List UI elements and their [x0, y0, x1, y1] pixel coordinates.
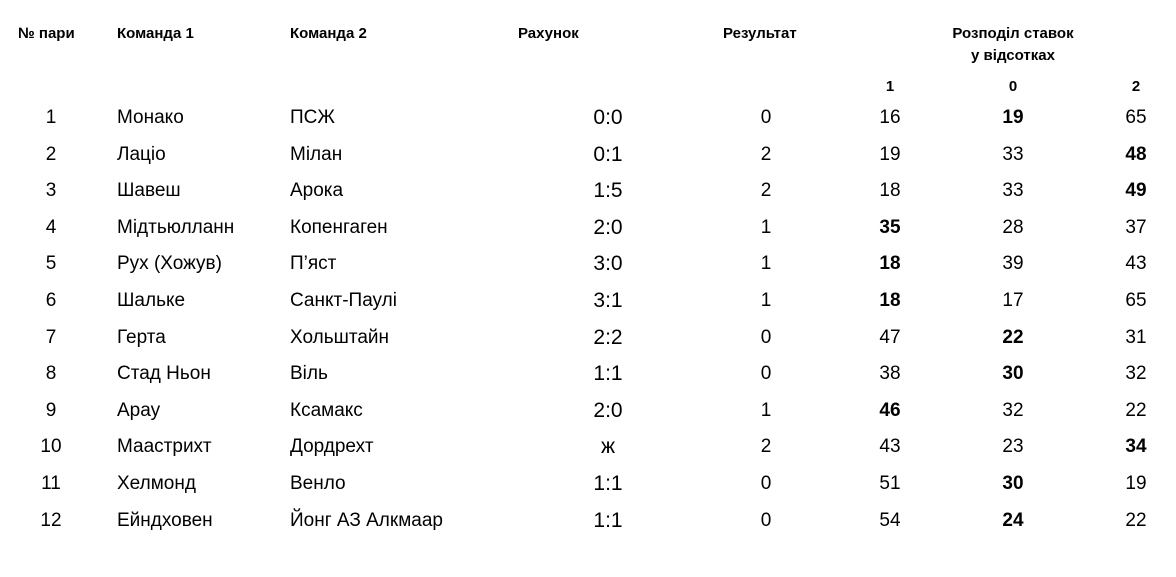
match-result: 0 [760, 363, 772, 385]
match-score: 0:1 [593, 142, 623, 166]
match-result: 1 [760, 216, 772, 238]
table-row [0, 393, 1176, 429]
team-2-name: Мілан [290, 143, 343, 165]
team-1-name: Мідтьюлланн [117, 216, 235, 238]
pair-number: 11 [41, 473, 61, 494]
subheader-draw: 0 [1008, 78, 1018, 95]
header-team-2: Команда 2 [290, 25, 367, 42]
team-2-name: Санкт-Паулі [290, 290, 397, 311]
match-score: 2:2 [593, 325, 623, 349]
bet-percent-draw: 19 [1002, 107, 1024, 128]
table-row [0, 137, 1176, 173]
bet-percent-draw: 30 [1002, 363, 1024, 385]
match-score: ж [600, 435, 616, 459]
table-row [0, 246, 1176, 282]
pair-number: 4 [45, 216, 57, 238]
bet-percent-away: 19 [1125, 473, 1147, 494]
team-1-name: Герта [117, 326, 166, 348]
bet-percent-away: 22 [1125, 399, 1147, 421]
match-score: 2:0 [593, 398, 623, 422]
header-team-1: Команда 1 [117, 25, 194, 42]
pair-number: 12 [40, 509, 62, 531]
team-2-name: Йонг АЗ Алкмаар [290, 509, 443, 531]
team-1-name: Лаціо [117, 143, 166, 165]
bet-percent-draw: 17 [1002, 290, 1024, 311]
pair-number: 7 [45, 326, 57, 348]
bet-percent-away: 34 [1125, 436, 1147, 458]
team-1-name: Хелмонд [117, 473, 196, 494]
team-1-name: Шавеш [117, 180, 181, 202]
bet-percent-draw: 24 [1002, 509, 1024, 531]
bet-percent-away: 22 [1125, 509, 1147, 531]
team-2-name: Віль [290, 363, 328, 385]
bet-percent-draw: 33 [1002, 180, 1024, 202]
match-result: 1 [760, 399, 772, 421]
header-distribution [923, 23, 1103, 67]
team-2-name: Хольштайн [290, 326, 389, 348]
bet-percent-draw: 23 [1002, 436, 1024, 458]
bet-percent-draw: 28 [1002, 216, 1024, 238]
match-score: 2:0 [593, 215, 623, 239]
team-1-name: Стад Ньон [117, 363, 211, 385]
table-row [0, 429, 1176, 465]
match-score: 1:1 [593, 508, 623, 532]
match-result: 0 [760, 107, 772, 128]
team-2-name: Венло [290, 473, 346, 494]
match-result: 2 [760, 436, 772, 458]
table-row [0, 356, 1176, 392]
bet-percent-away: 49 [1125, 180, 1147, 202]
bet-percent-away: 48 [1125, 143, 1147, 165]
bet-percent-away: 43 [1125, 253, 1147, 275]
team-1-name: Шальке [117, 290, 186, 311]
pair-number: 1 [45, 107, 57, 128]
header-result: Результат [723, 25, 797, 42]
team-1-name: Арау [117, 399, 161, 421]
header-score: Рахунок [518, 25, 579, 42]
match-result: 0 [760, 473, 772, 494]
bet-percent-away: 65 [1125, 107, 1147, 128]
bet-percent-draw: 33 [1002, 143, 1024, 165]
team-2-name: Копенгаген [290, 216, 388, 238]
pair-number: 2 [45, 143, 57, 165]
table-row [0, 283, 1176, 319]
match-result: 1 [760, 290, 772, 311]
match-result: 1 [760, 253, 772, 275]
bet-percent-home: 35 [879, 216, 901, 238]
header-distribution-line2: у відсотках [971, 47, 1055, 64]
bet-percent-away: 31 [1125, 326, 1147, 348]
bet-percent-home: 51 [879, 473, 901, 494]
bet-percent-draw: 22 [1002, 326, 1024, 348]
match-result: 0 [760, 326, 772, 348]
pair-number: 8 [45, 363, 57, 385]
bet-percent-home: 18 [879, 253, 901, 275]
bet-percent-home: 18 [879, 180, 901, 202]
match-score: 1:1 [593, 472, 623, 495]
subheader-away-win: 2 [1131, 78, 1141, 95]
header-distribution-line1: Розподіл ставок [952, 25, 1074, 42]
header-pair-number: № пари [18, 25, 75, 42]
table-row [0, 100, 1176, 136]
match-score: 3:1 [593, 289, 623, 312]
team-2-name: П’яст [290, 253, 337, 275]
match-result: 2 [760, 143, 772, 165]
bet-percent-home: 38 [879, 363, 901, 385]
team-1-name: Ейндховен [117, 509, 213, 531]
match-score: 1:1 [593, 362, 623, 386]
bet-percent-home: 16 [879, 107, 901, 128]
bet-percent-home: 43 [879, 436, 901, 458]
bet-percent-draw: 32 [1002, 399, 1024, 421]
match-result: 2 [760, 180, 772, 202]
pair-number: 3 [45, 180, 57, 202]
bet-percent-draw: 39 [1002, 253, 1024, 275]
table-row [0, 173, 1176, 209]
pair-number: 9 [45, 399, 57, 421]
bet-percent-away: 37 [1125, 216, 1147, 238]
table-row [0, 210, 1176, 246]
match-score: 3:0 [593, 252, 623, 276]
bet-percent-home: 54 [879, 509, 901, 531]
team-2-name: ПСЖ [290, 107, 335, 128]
table-row [0, 320, 1176, 356]
bet-percent-away: 32 [1125, 363, 1147, 385]
match-result: 0 [760, 509, 772, 531]
team-2-name: Ксамакс [290, 399, 363, 421]
bet-percent-home: 46 [879, 399, 901, 421]
pair-number: 6 [45, 290, 57, 311]
bet-percent-draw: 30 [1002, 473, 1024, 494]
match-score: 0:0 [593, 106, 623, 129]
match-score: 1:5 [593, 179, 623, 203]
team-1-name: Монако [117, 107, 184, 128]
bet-percent-home: 18 [879, 290, 901, 311]
pair-number: 10 [40, 436, 62, 458]
table-row [0, 503, 1176, 539]
team-2-name: Арока [290, 180, 344, 202]
team-1-name: Маастрихт [117, 436, 212, 458]
pair-number: 5 [45, 253, 57, 275]
table-row [0, 466, 1176, 502]
subheader-home-win: 1 [885, 78, 895, 95]
bet-percent-away: 65 [1125, 290, 1147, 311]
team-1-name: Рух (Хожув) [117, 253, 222, 275]
bet-percent-home: 47 [879, 326, 901, 348]
bet-percent-home: 19 [879, 143, 901, 165]
team-2-name: Дордрехт [290, 436, 374, 458]
